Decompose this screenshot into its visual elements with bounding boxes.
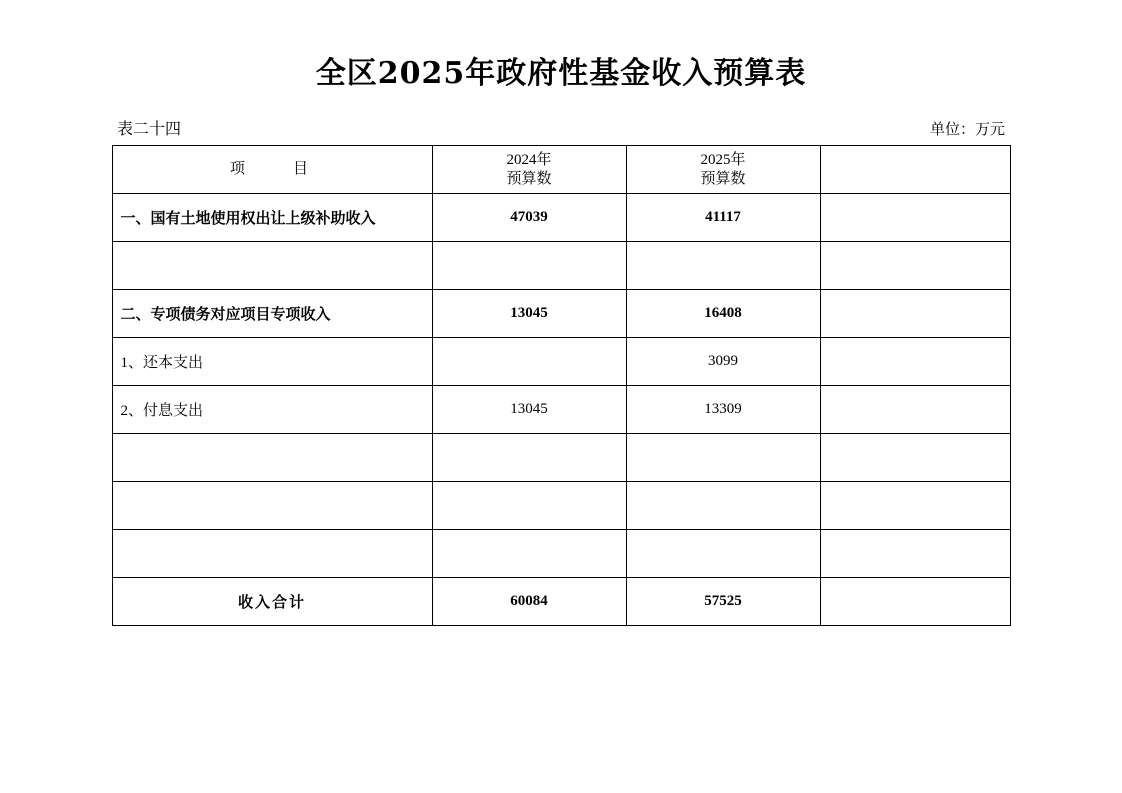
row-value-2025: 16408 [626,290,820,338]
table-row [112,386,1010,434]
total-row-label: 收入合计 [112,578,432,626]
row-item-label [112,242,432,290]
table-total-row [112,578,1010,626]
column-header-blank [820,146,1010,194]
row-value-extra [820,434,1010,482]
table-row [112,482,1010,530]
table-row [112,530,1010,578]
row-value-2025 [626,242,820,290]
row-value-2025: 41117 [626,194,820,242]
column-header-2024-year: 2024年 [506,151,552,168]
row-value-2024 [432,434,626,482]
row-value-extra [820,194,1010,242]
table-header-row [112,146,1010,194]
table-row [112,434,1010,482]
column-header-2024-budget: 预算数 [506,170,552,187]
row-value-2024: 13045 [432,290,626,338]
row-value-extra [820,386,1010,434]
row-value-extra [820,482,1010,530]
row-value-2024 [432,338,626,386]
row-value-2025: 3099 [626,338,820,386]
row-value-2025 [626,482,820,530]
row-value-2025 [626,434,820,482]
table-row [112,194,1010,242]
page-title: 全区2025年政府性基金收入预算表 [315,56,807,91]
table-row [112,242,1010,290]
row-value-2024 [432,482,626,530]
row-item-label: 1、还本支出 [112,338,432,386]
total-value-extra [820,578,1010,626]
column-header-item: 项 目 [112,146,432,194]
row-value-2025 [626,530,820,578]
unit-note-label: 单位：万元 [929,122,1005,138]
row-value-extra [820,290,1010,338]
row-item-label: 一、国有土地使用权出让上级补助收入 [112,194,432,242]
row-value-2024: 47039 [432,194,626,242]
row-item-label: 二、专项债务对应项目专项收入 [112,290,432,338]
row-value-2025: 13309 [626,386,820,434]
total-value-2024: 60084 [432,578,626,626]
table-row [112,338,1010,386]
column-header-2025-budget: 预算数 [700,170,746,187]
column-header-2025-year: 2025年 [700,151,746,168]
total-value-2025: 57525 [626,578,820,626]
row-item-label [112,434,432,482]
column-header-2024 [432,146,626,194]
row-value-2024: 13045 [432,386,626,434]
table-row [112,290,1010,338]
row-value-extra [820,242,1010,290]
row-item-label: 2、付息支出 [112,386,432,434]
row-value-extra [820,338,1010,386]
row-item-label [112,530,432,578]
row-value-2024 [432,530,626,578]
table-meta-row [117,116,1005,139]
row-value-2024 [432,242,626,290]
table-number-label: 表二十四 [117,121,182,138]
budget-table [112,145,1011,626]
row-item-label [112,482,432,530]
column-header-2025 [626,146,820,194]
row-value-extra [820,530,1010,578]
